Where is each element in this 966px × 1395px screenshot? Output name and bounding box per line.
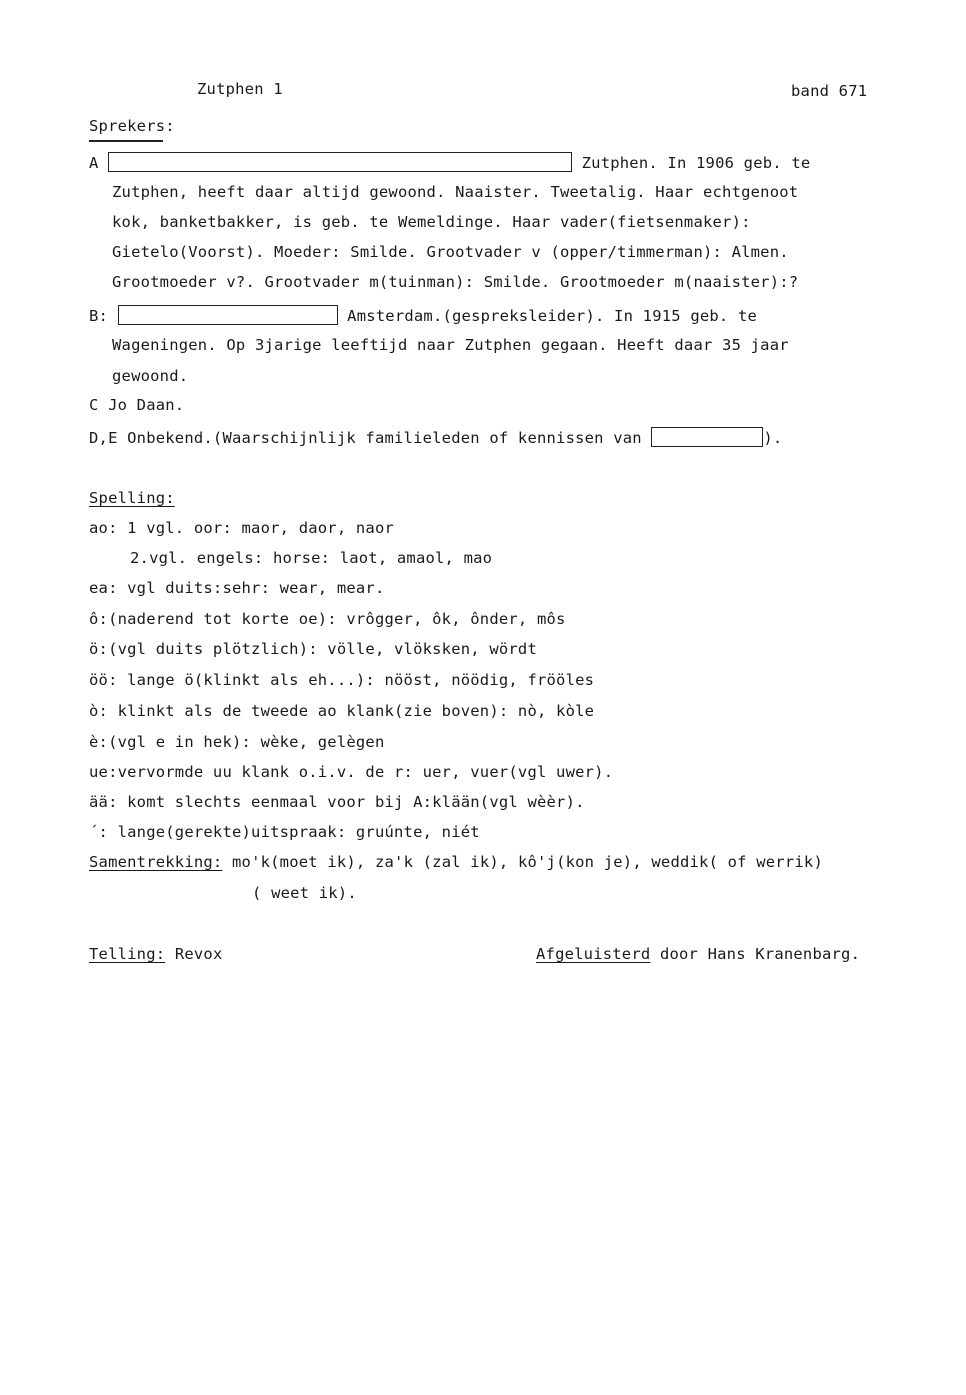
spelling-line: ö:(vgl duits plötzlich): völle, vlöksken, wördt [89, 640, 537, 658]
speaker-a-label: A [89, 154, 99, 172]
speaker-b-line-2: Wageningen. Op 3jarige leeftijd naar Zutphen gegaan. Heeft daar 35 jaar [112, 336, 789, 354]
speaker-a-line-2: Zutphen, heeft daar altijd gewoond. Naaister. Tweetalig. Haar echtgenoot [112, 183, 799, 201]
spelling-line: ea: vgl duits:sehr: wear, mear. [89, 579, 385, 597]
speaker-b-label: B: [89, 307, 109, 325]
speakers-de-line [89, 427, 782, 447]
speaker-a-text: Zutphen. In 1906 geb. te [581, 154, 811, 172]
redacted-name-box [651, 427, 763, 447]
speaker-c-line: C Jo Daan. [89, 396, 185, 414]
spelling-line: ´: lange(gerekte)uitspraak: gruúnte, niét [89, 823, 480, 841]
spelling-line: ô:(naderend tot korte oe): vrôgger, ôk, ônder, môs [89, 610, 566, 628]
afgeluisterd-label: Afgeluisterd [536, 945, 651, 963]
speaker-a-line-5: Grootmoeder v?. Grootvader m(tuinman): Smilde. Grootmoeder m(naaister):? [112, 273, 799, 291]
header-band-number: band 671 [791, 82, 868, 100]
speakers-heading: Sprekers: [89, 117, 175, 135]
speaker-a-line-1 [89, 152, 810, 172]
spelling-line: è:(vgl e in hek): wèke, gelègen [89, 733, 385, 751]
redacted-name-box [118, 305, 338, 325]
spelling-line: ue:vervormde uu klank o.i.v. de r: uer, vuer(vgl uwer). [89, 763, 614, 781]
telling-label: Telling: [89, 945, 166, 963]
speaker-b-text: Amsterdam.(gespreksleider). In 1915 geb. te [347, 307, 758, 325]
speakers-de-text: D,E Onbekend.(Waarschijnlijk familieleden of kennissen van [89, 429, 642, 447]
speaker-b-line-1 [89, 305, 757, 325]
telling-value: Revox [174, 945, 223, 963]
afgeluisterd-value: door Hans Kranenbarg. [659, 945, 861, 963]
spelling-line: ao: 1 vgl. oor: maor, daor, naor [89, 519, 395, 537]
afgeluisterd-line [536, 945, 860, 963]
contractions-label: Samentrekking: [89, 853, 223, 871]
speaker-b-line-3: gewoond. [112, 367, 189, 385]
spelling-line: ää: komt slechts eenmaal voor bij A:klään(vgl wèèr). [89, 793, 585, 811]
header-location: Zutphen 1 [197, 80, 283, 98]
contractions-line-2: ( weet ik). [252, 884, 357, 902]
heading-underline [89, 140, 163, 142]
speakers-de-closing: ). [763, 429, 783, 447]
speaker-a-line-3: kok, banketbakker, is geb. te Wemeldinge. Haar vader(fietsenmaker): [112, 213, 751, 231]
spelling-line: ò: klinkt als de tweede ao klank(zie boven): nò, kòle [89, 702, 595, 720]
spelling-line: öö: lange ö(klinkt als eh...): nööst, nöödig, frööles [89, 671, 595, 689]
speaker-a-line-4: Gietelo(Voorst). Moeder: Smilde. Grootvader v (opper/timmerman): Almen. [112, 243, 789, 261]
contractions-line-1 [89, 853, 823, 871]
contractions-text: mo'k(moet ik), za'k (zal ik), kô'j(kon je), weddik( of werrik) [232, 853, 823, 871]
telling-line [89, 945, 222, 963]
spelling-heading: Spelling: [89, 489, 175, 507]
redacted-name-box [108, 152, 572, 172]
spelling-line: 2.vgl. engels: horse: laot, amaol, mao [130, 549, 493, 567]
